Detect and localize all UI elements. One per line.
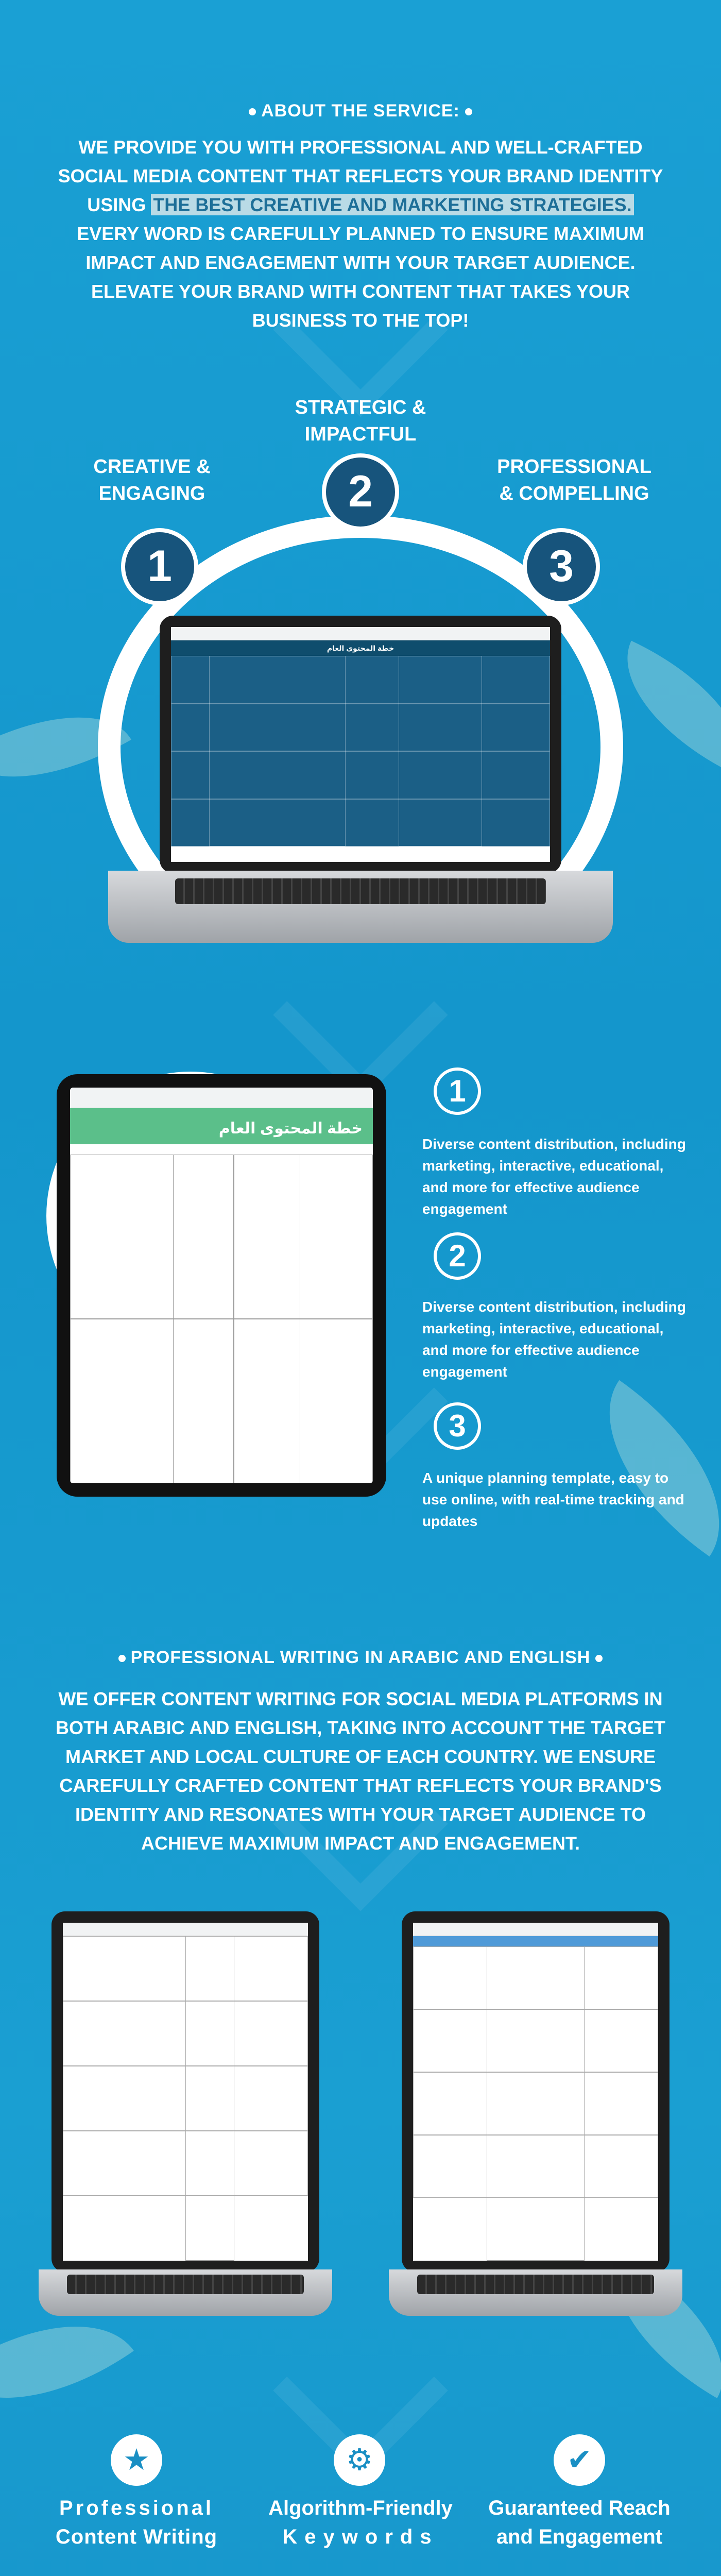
arabic-sheet-screenshot (63, 1923, 308, 2261)
check-badge-icon: ✔ (554, 2434, 605, 2486)
sheet-column (185, 1936, 234, 2261)
pillar-label: CREATIVE & ENGAGING (93, 456, 211, 504)
badge-label (471, 2494, 688, 2551)
feature-text: A unique planning template, easy to use online, with real-time tracking and updates (422, 1470, 684, 1529)
laptop-screen-arabic (52, 1911, 319, 2272)
about-paragraph (57, 133, 664, 335)
laptop-keyboard (67, 2275, 304, 2294)
sheet-title: خطة المحتوى العام (70, 1108, 373, 1144)
sheet-grid (171, 656, 550, 846)
sheet-column (399, 656, 482, 846)
badge-label-line: Algorithm-Friendly (268, 2497, 453, 2519)
feature-number: 2 (434, 1232, 481, 1280)
writing-title (0, 1648, 721, 1668)
bullet-dot (465, 108, 472, 115)
about-title (0, 101, 721, 121)
about-title-text: ABOUT THE SERVICE: (261, 101, 460, 121)
laptop-keyboard (417, 2275, 654, 2294)
pillar-label: PROFESSIONAL & COMPELLING (497, 456, 651, 504)
sheet-column (234, 1155, 300, 1483)
laptop-screen (160, 616, 561, 873)
feature-number: 1 (434, 1067, 481, 1115)
sheet-grid (413, 1946, 658, 2261)
english-sheet-screenshot (413, 1923, 658, 2261)
sheet-toolbar (171, 627, 550, 640)
tablet-screen (70, 1088, 373, 1483)
pillar-number: 1 (121, 528, 198, 605)
sheet-grid (70, 1155, 373, 1483)
badge-label-line: Keywords (282, 2526, 439, 2548)
badge-label-line: Content Writing (55, 2526, 218, 2548)
writing-paragraph: WE OFFER CONTENT WRITING FOR SOCIAL MEDIA PLATFORMS IN BOTH ARABIC AND ENGLISH, TAKING INTO ACCOUNT THE TARGET MARKET AND LOCAL CULTURE OF EACH COUNTRY. WE ENSURE CAREFULLY CRAFTED CONTENT THAT REFLECTS YOUR BRAND'S IDENTITY AND RESONATES WITH YOUR TARGET AUDIENCE TO ACHIEVE MAXIMUM IMPACT AND ENGAGEMENT. (56, 1688, 665, 1854)
about-highlight: THE BEST CREATIVE AND MARKETING STRATEGIES. (151, 194, 633, 215)
pillar-label: STRATEGIC & IMPACTFUL (295, 397, 426, 445)
feature-number: 3 (434, 1402, 481, 1450)
tablet-device (57, 1074, 386, 1497)
sheet-column (173, 1155, 234, 1483)
feature-text: Diverse content distribution, including marketing, interactive, educational, and more for effective audience engagement (422, 1299, 686, 1380)
about-paragraph-part: WE PROVIDE YOU WITH PROFESSIONAL AND WELL-CRAFTED SOCIAL MEDIA CONTENT THAT REFLECTS YOUR BRAND IDENTITY USING (58, 137, 663, 215)
pillar-number: 3 (523, 528, 600, 605)
laptop-keyboard (175, 878, 546, 904)
sheet-toolbar (63, 1923, 308, 1936)
badge-label (252, 2494, 469, 2551)
badge-label-line: and Engagement (496, 2526, 663, 2548)
badge-label (28, 2494, 245, 2551)
sheet-toolbar (70, 1088, 373, 1108)
feature-text: Diverse content distribution, including marketing, interactive, educational, and more for effective audience engagement (422, 1136, 686, 1217)
gear-icon: ⚙ (334, 2434, 385, 2486)
laptop-screen-english (402, 1911, 670, 2272)
bullet-dot (249, 108, 256, 115)
sheet-header-band (413, 1936, 658, 1946)
about-paragraph-part: EVERY WORD IS CAREFULLY PLANNED TO ENSURE MAXIMUM IMPACT AND ENGAGEMENT WITH YOUR TARGET AUDIENCE. ELEVATE YOUR BRAND WITH CONTENT THAT TAKES YOUR BUSINESS TO THE TOP! (77, 223, 644, 331)
star-badge-icon: ★ (111, 2434, 162, 2486)
pillar-number: 2 (322, 453, 399, 531)
writing-title-text: PROFESSIONAL WRITING IN ARABIC AND ENGLISH (130, 1648, 591, 1667)
sheet-title: خطة المحتوى العام (171, 640, 550, 656)
badge-label-line: Professional (59, 2497, 214, 2519)
sheet-column (487, 1946, 585, 2261)
sheet-column (209, 656, 346, 846)
sheet-toolbar (413, 1923, 658, 1936)
badge-label-line: Guaranteed Reach (488, 2497, 671, 2519)
bullet-dot (118, 1655, 126, 1662)
sheet-grid (63, 1936, 308, 2261)
bullet-dot (595, 1655, 603, 1662)
spreadsheet-screenshot (171, 627, 550, 862)
